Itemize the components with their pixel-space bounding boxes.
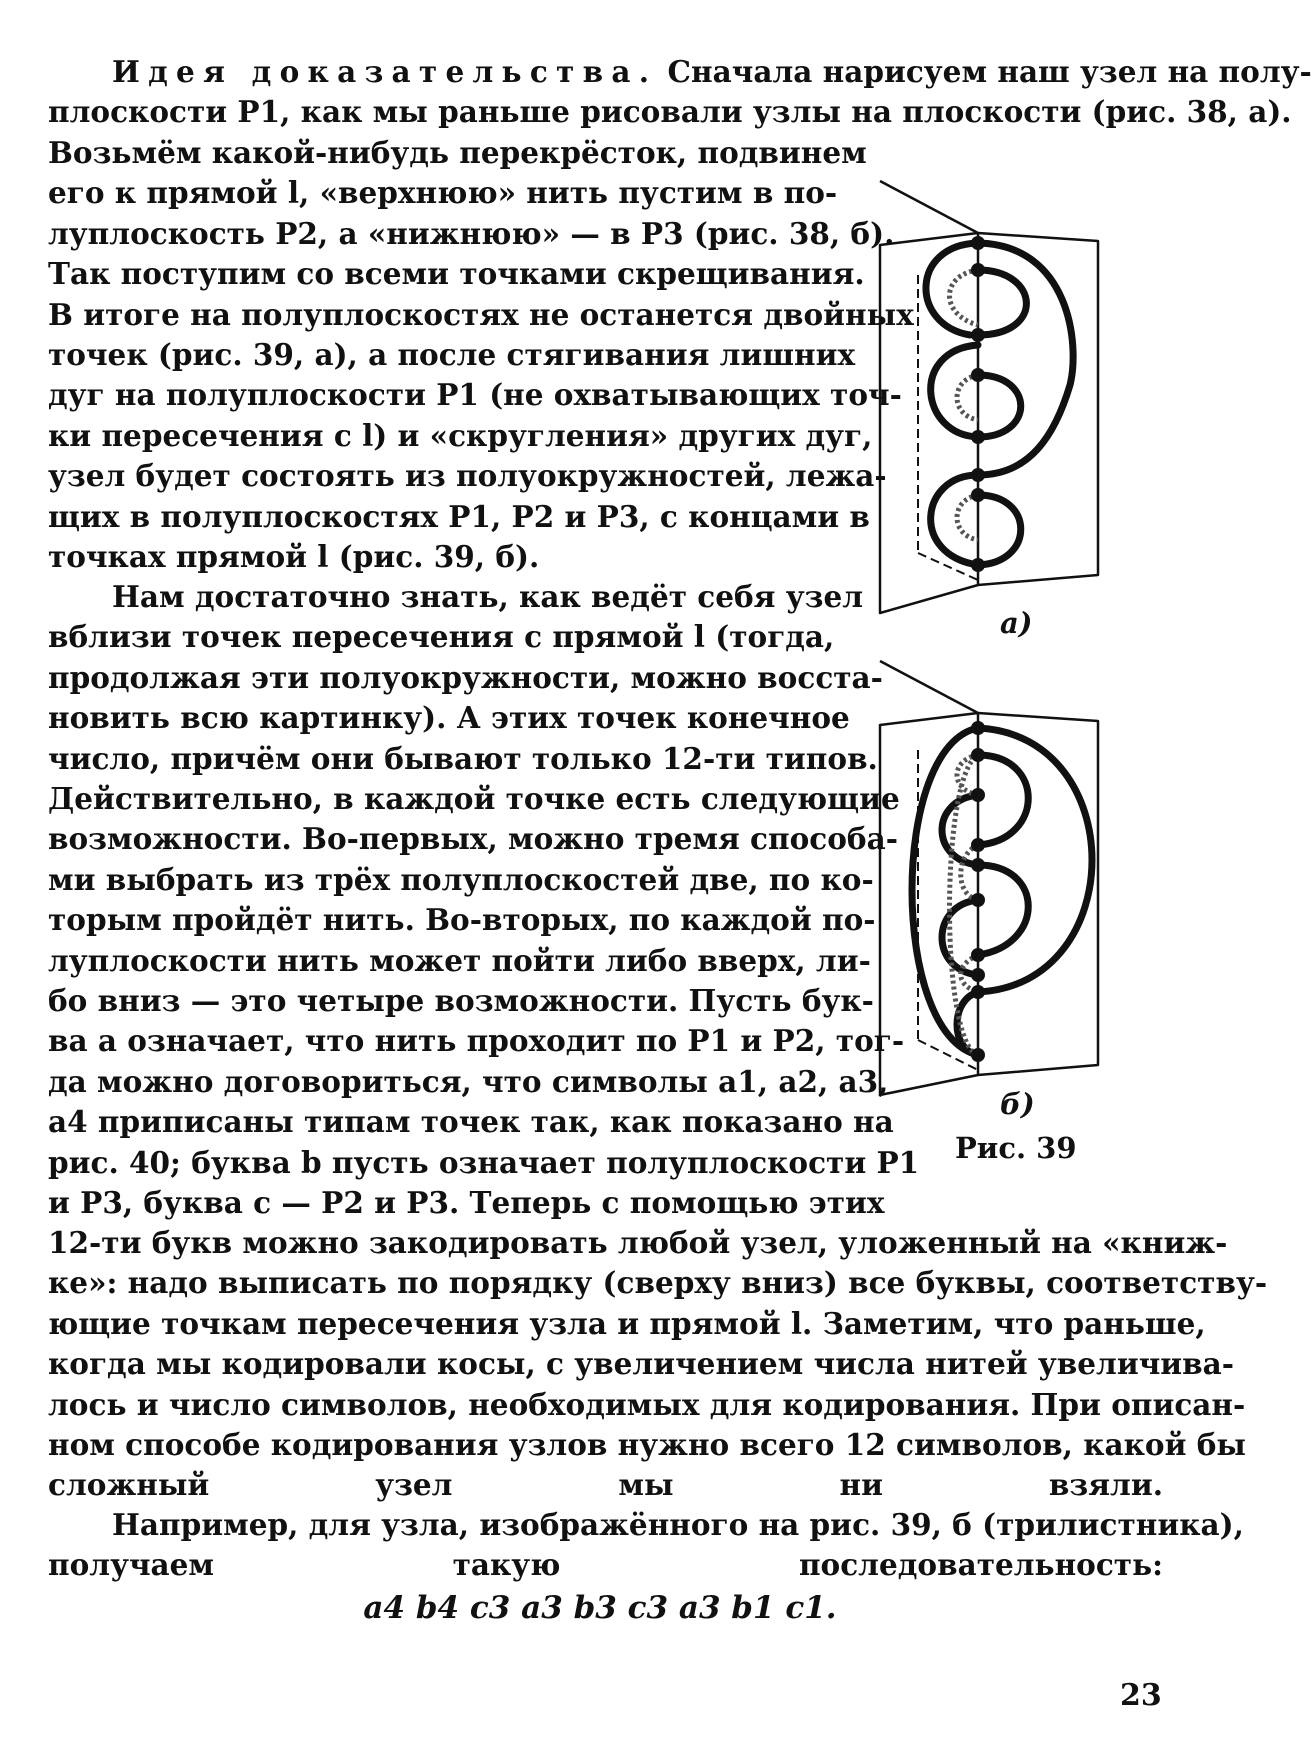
text-line: сложный узел мы ни взяли. — [48, 1467, 1163, 1503]
text-line: узел будет состоять из полуокружностей, лежа- — [48, 458, 887, 494]
figure-39a-label: а) — [1000, 606, 1033, 640]
section-lead: Идея доказательства. — [112, 54, 658, 89]
crossing-point — [971, 948, 985, 962]
halfplane-p2 — [978, 233, 1098, 585]
text-line: Возьмём какой-нибудь перекрёсток, подвинем — [48, 135, 867, 170]
text-line: торым пройдёт нить. Во-вторых, по каждой по- — [48, 902, 876, 938]
crossing-point — [971, 1048, 985, 1062]
text-line: ке»: надо выписать по порядку (сверху вниз) все буквы, соответству- — [48, 1265, 1268, 1301]
figure-39b-label: б) — [1000, 1087, 1035, 1121]
crossing-point — [971, 488, 985, 502]
crossing-point — [971, 468, 985, 482]
crossing-point — [971, 748, 985, 762]
text-line: Так поступим со всеми точками скрещивания. — [48, 256, 865, 292]
knot-arc-p2 — [931, 345, 978, 437]
crossing-point — [971, 328, 985, 342]
figure-caption: Рис. 39 — [955, 1131, 1077, 1165]
knot-arc-p2 — [978, 270, 1026, 335]
figure-39a — [870, 175, 1110, 615]
text-line: число, причём они бывают только 12-ти типов. — [48, 740, 878, 776]
crossing-point — [971, 968, 985, 982]
knot-arc-p3 — [957, 495, 978, 540]
text-line: рис. 40; буква b пусть означает полуплоскости P1 — [48, 1144, 920, 1180]
crossing-point — [971, 985, 985, 999]
text-line: плоскости P1, как мы раньше рисовали узлы на плоскости (рис. 38, а). — [48, 94, 1292, 130]
page-number: 23 — [1120, 1678, 1162, 1713]
paragraph-1-body — [48, 133, 914, 577]
text-line: ном способе кодирования узлов нужно всего 12 символов, какой бы — [48, 1427, 1247, 1463]
text-line: бо вниз — это четыре возможности. Пусть бук- — [48, 983, 874, 1019]
crossing-point — [971, 858, 985, 872]
text-line: В итоге на полуплоскостях не останется двойных — [48, 296, 914, 332]
text-line: точек (рис. 39, а), а после стягивания лишних — [48, 337, 856, 373]
paragraph-2-tail — [48, 1223, 1268, 1506]
paragraph-2-body — [48, 577, 920, 1224]
text-line: луплоскости нить может пойти либо вверх, ли- — [48, 942, 871, 978]
text-line: луплоскость P2, а «нижнюю» — в P3 (рис. 38, б). — [48, 215, 895, 251]
crossing-point — [971, 263, 985, 277]
knot-arc-p2 — [978, 755, 1028, 845]
text-line: и P3, буква c — P2 и P3. Теперь с помощью этих — [48, 1185, 885, 1221]
crossing-point — [971, 558, 985, 572]
knot-arc-p1 — [926, 243, 978, 335]
knot-arc-p2 — [978, 375, 1021, 437]
text-line: возможности. Во-первых, можно тремя способа- — [48, 821, 898, 857]
knot-arc-p2 — [978, 243, 1073, 475]
text-line: вблизи точек пересечения с прямой l (тогда, — [48, 619, 835, 655]
crossing-point — [971, 893, 985, 907]
text-line: лось и число символов, необходимых для кодирования. При описан- — [48, 1386, 1246, 1422]
text-line: дуг на полуплоскости P1 (не охватывающих точ- — [48, 377, 902, 413]
knot-arc-p2 — [978, 865, 1028, 955]
halfplane-p2 — [978, 713, 1098, 1075]
crossing-point — [971, 368, 985, 382]
crossing-point — [971, 721, 985, 735]
crossing-point — [971, 236, 985, 250]
text-line: получаем такую последовательность: — [48, 1547, 1163, 1583]
text-line: 12-ти букв можно закодировать любой узел, уложенный на «книж- — [48, 1225, 1228, 1260]
text-line: продолжая эти полуокружности, можно восста- — [48, 659, 883, 695]
text-line: ки пересечения с l) и «скругления» других дуг, — [48, 417, 873, 453]
text-line: ющие точкам пересечения узла и прямой l. Заметим, что раньше, — [48, 1305, 1206, 1341]
text-line: новить всю картинку). А этих точек конечное — [48, 700, 850, 736]
knot-arc-p3 — [961, 845, 978, 900]
text-line: ва a означает, что нить проходит по P1 и P2, тог- — [48, 1023, 905, 1059]
text-line: Действительно, в каждой точке есть следующие — [48, 781, 900, 817]
paragraph-1-head — [48, 52, 1312, 133]
text-line-content: Сначала нарисуем наш узел на полу- — [667, 54, 1312, 89]
knot-arc-p3 — [957, 375, 978, 420]
text-line: Например, для узла, изображённого на рис. 39, б (трилистника), — [112, 1507, 1244, 1542]
crossing-point — [971, 788, 985, 802]
figure-39b — [870, 655, 1110, 1100]
knot-code-formula: a4 b4 c3 a3 b3 c3 a3 b1 c1. — [363, 1590, 837, 1626]
text-line: точках прямой l (рис. 39, б). — [48, 539, 540, 575]
text-line: когда мы кодировали косы, с увеличением числа нитей увеличива- — [48, 1346, 1235, 1382]
text-line: да можно договориться, что символы a1, a2, a3, — [48, 1063, 889, 1099]
knot-arc-p1 — [931, 475, 978, 565]
paragraph-3 — [48, 1505, 1244, 1586]
text-line: ми выбрать из трёх полуплоскостей две, по ко- — [48, 861, 874, 897]
knot-arc-p1 — [942, 795, 978, 865]
text-line: щих в полуплоскостях P1, P2 и P3, с концами в — [48, 498, 870, 534]
text-line: a4 приписаны типам точек так, как показано на — [48, 1104, 894, 1140]
text-line — [48, 52, 1312, 92]
knot-arc-p2 — [978, 495, 1021, 565]
crossing-point — [971, 838, 985, 852]
crossing-point — [971, 430, 985, 444]
text-line: его к прямой l, «верхнюю» нить пустим в по- — [48, 175, 838, 211]
knot-arc-p3 — [950, 270, 979, 325]
text-line: Нам достаточно знать, как ведёт себя узел — [112, 579, 864, 614]
